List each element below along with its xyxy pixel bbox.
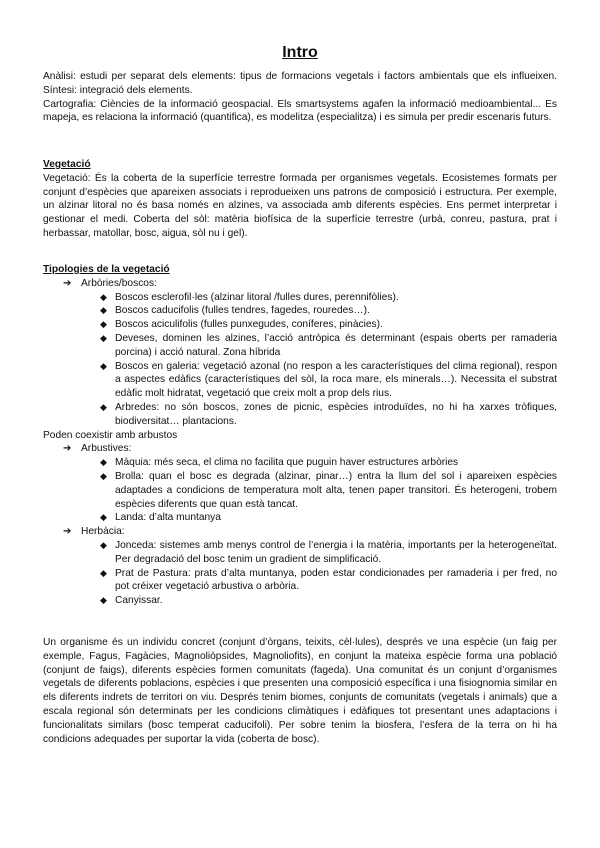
arrow-icon: ➔ <box>63 443 72 455</box>
list-item: ◆ Prat de Pastura: prats d’alta muntanya, poden estar condicionades per ramaderia i per fred, no pot créixer vegetació arbustiva o arbòria. <box>100 567 557 593</box>
tipologies-section <box>43 263 557 608</box>
list-item: ◆ Boscos caducifolis (fulles tendres, fagedes, rouredes…). <box>100 305 370 317</box>
organisme-section <box>43 636 557 746</box>
list-item: ◆ Boscos en galeria: vegetació azonal (no respon a les característiques del clima regional), respon a aspectes edàfics (característiques del sòl, la roca mare, els minerals…). Necessita el substrat edàfic molt hidratat, vegetació que creix molt a prop dels rius. <box>100 360 557 400</box>
arrow-icon: ➔ <box>63 526 72 538</box>
arrow-icon: ➔ <box>63 277 72 289</box>
organisme-paragraph: Un organisme és un individu concret (conjunt d’òrgans, teixits, cèl·lules), després ve una espècie (un faig per exemple, Fagus, Fagàcies, Magnoliòpsides, Magnoliofits), en conjunt la mateixa espècie forma una població (conjunt de faigs), diferents espècies formen comunitats (fageda). Una comunitat és un conjunt d’organismes vegetals de diferents poblacions, espècies i que presenten una composició específica i una fisiognomia similar en els diferents indrets de territori on viu. Després tenim biomes, conjunts de comunitats (vegetals i animals) que a escala regional són determinats per les condicions climàtiques i edàfiques tot presentant unes adaptacions i funcionalitats similars (bosc temperat caducifoli). Per sobre tenim la biosfera, l’esfera de la terra on hi ha condicions adequades per suportar la vida (coberta de bosc). <box>43 637 557 745</box>
diamond-bullet-icon: ◆ <box>100 332 107 343</box>
diamond-bullet-icon: ◆ <box>100 305 107 316</box>
list-item: ◆ Arbredes: no són boscos, zones de picnic, espècies introduïdes, no hi ha xarxes tròfiques, biodiversitat… plantacions. <box>100 401 557 427</box>
list-item-arbustives: ➔ Arbustives: <box>63 443 132 455</box>
diamond-bullet-icon: ◆ <box>100 595 107 606</box>
list-item: ◆ Landa: d’alta muntanya <box>100 512 221 524</box>
analisi-paragraph: Anàlisi: estudi per separat dels elements: tipus de formacions vegetals i factors ambientals que els influeixen. Síntesi: integració dels elements. <box>43 71 557 96</box>
vegetacio-paragraph: Vegetació: És la coberta de la superfície terrestre formada per organismes vegetals. Ecosistemes formats per conjunt d’espècies que apareixen associats i reprodueixen uns patrons de composició i estructura. Per exemple, un alzinar litoral no és basa només en alzines, va associada amb diferents espècies. Ens permet interpretar i gestionar el medi. Coberta del sòl: matèria biofísica de la superfície terrestre (urbà, conreu, pastura, prat i herbassar, matollar, bosc, aigua, sòl nu i gel). <box>43 172 557 239</box>
page-title: Intro <box>282 44 318 61</box>
list-item-arboris: ➔ Arbòries/boscos: <box>63 277 157 289</box>
list-item: ◆ Deveses, dominen les alzines, l’acció antròpica és determinant (espais oberts per ramaderia porcina) i acció natural. Zona híbrida <box>100 332 557 358</box>
list-item: ◆ Brolla: quan el bosc es degrada (alzinar, pinar…) entra la llum del sol i apareixen espècies adaptades a condicions de temperatura molt alta, tenen paper transitori. És heterogeni, trobem espècies diferents que quan està tancat. <box>100 470 557 510</box>
diamond-bullet-icon: ◆ <box>100 319 107 330</box>
list-item-herbacia: ➔ Herbàcia: <box>63 526 125 538</box>
diamond-bullet-icon: ◆ <box>100 360 107 371</box>
list-item: ◆ Boscos esclerofil·les (alzinar litoral /fulles dures, perennifòlies). <box>100 291 399 303</box>
diamond-bullet-icon: ◆ <box>100 401 107 412</box>
vegetacio-heading: Vegetació <box>43 159 91 170</box>
list-item: ◆ Jonceda: sistemes amb menys control de l’energia i la matèria, importants per la heterogeneïtat. Per degradació del bosc tenim un gradient de simplificació. <box>100 539 557 565</box>
diamond-bullet-icon: ◆ <box>100 539 107 550</box>
tipologies-heading: Tipologies de la vegetació <box>43 264 170 275</box>
vegetacio-section <box>43 158 557 241</box>
list-item: ◆ Canyissar. <box>100 595 163 607</box>
diamond-bullet-icon: ◆ <box>100 457 107 468</box>
diamond-bullet-icon: ◆ <box>100 567 107 578</box>
coexist-line: Poden coexistir amb arbustos <box>43 429 178 441</box>
diamond-bullet-icon: ◆ <box>100 512 107 523</box>
list-item: ◆ Màquia: més seca, el clima no facilita que puguin haver estructures arbòries <box>100 457 459 469</box>
intro-section <box>43 70 557 125</box>
diamond-bullet-icon: ◆ <box>100 470 107 481</box>
cartografia-paragraph: Cartografia: Ciències de la informació geospacial. Els smartsystems agafen la informació medioambiental... Es mapeja, es relaciona la informació (quantifica), es modelitza (especialitza) i es simula per predir escenaris futurs. <box>43 98 557 124</box>
diamond-bullet-icon: ◆ <box>100 291 107 302</box>
list-item: ◆ Boscos aciculifolis (fulles punxegudes, coníferes, pinàcies). <box>100 319 383 331</box>
